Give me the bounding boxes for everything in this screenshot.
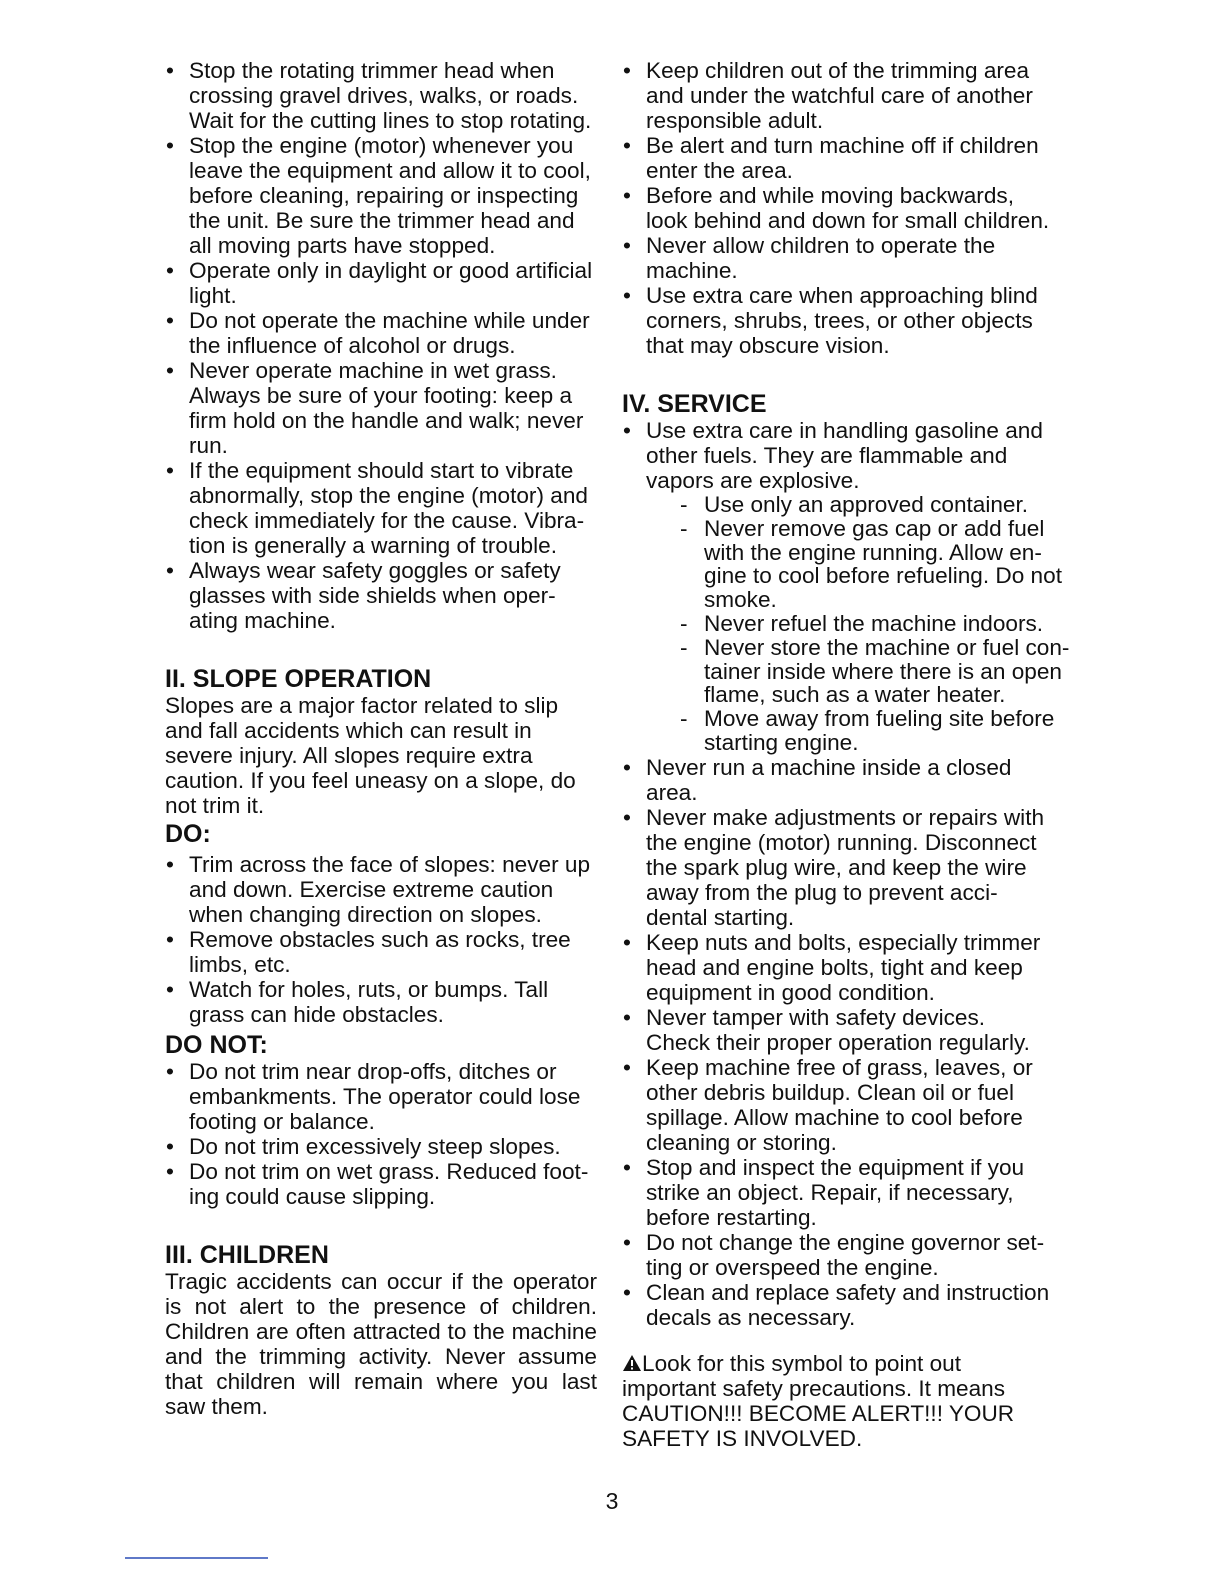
- text-line: decals as necessary.: [646, 1304, 856, 1330]
- list-item: [165, 977, 597, 1027]
- text-line: cleaning or storing.: [646, 1129, 837, 1155]
- left-column: [165, 58, 597, 1419]
- text-line: away from the plug to prevent acci-: [646, 879, 998, 905]
- list-item: [680, 634, 1070, 708]
- text-line: limbs, etc.: [189, 952, 291, 977]
- do-heading: DO:: [165, 820, 211, 848]
- text-line: CAUTION!!! BECOME ALERT!!! YOUR: [622, 1400, 1015, 1426]
- text-line: equipment in good condition.: [646, 979, 935, 1005]
- text-line: Before and while moving backwards,: [646, 183, 1014, 208]
- text-line: the spark plug wire, and keep the wire: [646, 854, 1027, 880]
- list-item: [622, 1280, 1054, 1330]
- list-item: [165, 1134, 597, 1159]
- list-item: [680, 515, 1062, 613]
- text-line: strike an object. Repair, if necessary,: [646, 1179, 1014, 1205]
- text-line: Do not trim excessively steep slopes.: [189, 1134, 561, 1159]
- text-line: Do not change the engine governor set-: [646, 1229, 1045, 1255]
- text-line: Stop the rotating trimmer head when: [189, 58, 555, 83]
- text-line: other debris buildup. Clean oil or fuel: [646, 1079, 1014, 1105]
- children-list: [622, 58, 1054, 358]
- text-line: severe injury. All slopes require extra: [165, 743, 533, 768]
- text-line: caution. If you feel uneasy on a slope, do: [165, 768, 576, 793]
- list-item: [622, 133, 1054, 183]
- safety-note-text: [622, 1351, 1014, 1451]
- list-item: [622, 1155, 1054, 1230]
- list-item: [622, 1230, 1054, 1280]
- text-line: Do not trim on wet grass. Reduced foot-: [189, 1159, 589, 1184]
- service-heading: IV. SERVICE: [622, 390, 767, 418]
- text-line: Never refuel the machine indoors.: [704, 610, 1044, 636]
- text-line: other fuels. They are flammable and: [646, 443, 1008, 468]
- list-item: [622, 233, 1054, 283]
- list-item: [680, 612, 1054, 636]
- text-line: check immediately for the cause. Vibra-: [189, 508, 585, 533]
- text-line: dental starting.: [646, 904, 795, 930]
- list-item: [165, 927, 597, 977]
- text-line: If the equipment should start to vibrate: [189, 458, 574, 483]
- text-line: Do not operate the machine while under: [189, 308, 590, 333]
- fuel-item-text: [646, 418, 1054, 493]
- text-line: Never tamper with safety devices.: [646, 1004, 986, 1030]
- text-line: Always be sure of your footing: keep a: [189, 383, 573, 408]
- list-item: [165, 1059, 597, 1134]
- list-item: [165, 852, 597, 927]
- slope-operation-heading: II. SLOPE OPERATION: [165, 665, 432, 693]
- list-item: [622, 755, 1054, 805]
- text-line: and under the watchful care of another: [646, 83, 1033, 108]
- list-item: [622, 1055, 1054, 1155]
- text-line: gine to cool before refueling. Do not: [704, 563, 1062, 589]
- right-column: [622, 58, 1070, 1451]
- text-line: Use extra care in handling gasoline and: [646, 418, 1043, 443]
- list-item: [165, 1159, 597, 1209]
- text-line: Keep children out of the trimming area: [646, 58, 1030, 83]
- slope-do-not-list: [165, 1059, 597, 1209]
- text-line: SAFETY IS INVOLVED.: [622, 1425, 863, 1451]
- slope-do-list: [165, 852, 597, 1027]
- children-intro-paragraph: Tragic accidents can occur if the operator is not alert to the presence of children. Children are often attracted to the machine and the trimming activity. Never assume that children will remain where you last saw them.: [165, 1269, 597, 1419]
- text-line: with the engine running. Allow en-: [704, 539, 1042, 565]
- text-line: Be alert and turn machine off if children: [646, 133, 1039, 158]
- text-line: all moving parts have stopped.: [189, 233, 496, 258]
- warning-triangle-icon: [622, 1354, 642, 1372]
- list-item: [622, 930, 1054, 1005]
- text-line: smoke.: [704, 587, 777, 613]
- text-line: Move away from fueling site before: [704, 706, 1055, 732]
- text-line: machine.: [646, 258, 738, 283]
- list-item: [622, 805, 1054, 930]
- fuel-handling-list: [622, 418, 1070, 755]
- list-item: [622, 58, 1054, 133]
- text-line: Slopes are a major factor related to slip: [165, 693, 559, 718]
- text-line: when changing direction on slopes.: [189, 902, 542, 927]
- text-line: Stop the engine (motor) whenever you: [189, 133, 574, 158]
- text-line: spillage. Allow machine to cool before: [646, 1104, 1023, 1130]
- text-line: the engine (motor) running. Disconnect: [646, 829, 1037, 855]
- list-item: [622, 183, 1054, 233]
- general-safety-list: [165, 58, 597, 633]
- list-item: [680, 707, 1054, 755]
- text-line: footing or balance.: [189, 1109, 375, 1134]
- text-line: Stop and inspect the equipment if you: [646, 1154, 1025, 1180]
- text-line: before cleaning, repairing or inspecting: [189, 183, 579, 208]
- text-line: and down. Exercise extreme caution: [189, 877, 554, 902]
- text-line: starting engine.: [704, 729, 859, 755]
- text-line: Clean and replace safety and instruction: [646, 1279, 1050, 1305]
- footer-rule: [125, 1557, 268, 1559]
- text-line: and fall accidents which can result in: [165, 718, 532, 743]
- text-line: Always wear safety goggles or safety: [189, 558, 561, 583]
- text-line: Never run a machine inside a closed: [646, 754, 1012, 780]
- text-line: corners, shrubs, trees, or other objects: [646, 308, 1033, 333]
- text-line: ing could cause slipping.: [189, 1184, 436, 1209]
- text-line: tainer inside where there is an open: [704, 658, 1062, 684]
- text-line: responsible adult.: [646, 108, 824, 133]
- text-line: tion is generally a warning of trouble.: [189, 533, 557, 558]
- safety-note: [622, 1351, 1054, 1451]
- text-line: Look for this symbol to point out: [642, 1350, 961, 1376]
- list-item: [622, 418, 1070, 755]
- text-line: Do not trim near drop-offs, ditches or: [189, 1059, 557, 1084]
- text-line: Trim across the face of slopes: never up: [189, 852, 591, 877]
- text-line: embankments. The operator could lose: [189, 1084, 581, 1109]
- text-line: Never allow children to operate the: [646, 233, 996, 258]
- text-line: Keep nuts and bolts, especially trimmer: [646, 929, 1041, 955]
- text-line: not trim it.: [165, 793, 265, 818]
- slope-intro-paragraph: [165, 693, 597, 818]
- text-line: vapors are explosive.: [646, 468, 860, 493]
- text-line: enter the area.: [646, 158, 793, 183]
- service-list: [622, 755, 1054, 1330]
- list-item: [622, 1005, 1054, 1055]
- text-line: flame, such as a water heater.: [704, 682, 1006, 708]
- children-heading: III. CHILDREN: [165, 1241, 329, 1269]
- text-line: the unit. Be sure the trimmer head and: [189, 208, 575, 233]
- list-item: [165, 133, 597, 258]
- text-line: Never operate machine in wet grass.: [189, 358, 557, 383]
- list-item: [165, 58, 597, 133]
- text-line: glasses with side shields when oper-: [189, 583, 556, 608]
- text-line: Never make adjustments or repairs with: [646, 804, 1045, 830]
- text-line: Never store the machine or fuel con-: [704, 634, 1070, 660]
- fuel-sublist: [646, 492, 1070, 755]
- text-line: that may obscure vision.: [646, 333, 890, 358]
- text-line: firm hold on the handle and walk; never: [189, 408, 584, 433]
- text-line: look behind and down for small children.: [646, 208, 1050, 233]
- text-line: before restarting.: [646, 1204, 817, 1230]
- text-line: abnormally, stop the engine (motor) and: [189, 483, 588, 508]
- text-line: run.: [189, 433, 228, 458]
- text-line: Check their proper operation regularly.: [646, 1029, 1030, 1055]
- do-not-heading: DO NOT:: [165, 1031, 268, 1059]
- list-item: [165, 308, 597, 358]
- list-item: [622, 283, 1054, 358]
- text-line: head and engine bolts, tight and keep: [646, 954, 1023, 980]
- list-item: [680, 493, 1054, 517]
- text-line: ting or overspeed the engine.: [646, 1254, 939, 1280]
- text-line: Operate only in daylight or good artificial: [189, 258, 593, 283]
- text-line: light.: [189, 283, 237, 308]
- text-line: leave the equipment and allow it to cool,: [189, 158, 591, 183]
- text-line: important safety precautions. It means: [622, 1375, 1006, 1401]
- list-item: [165, 258, 597, 308]
- list-item: [165, 558, 597, 633]
- text-line: Watch for holes, ruts, or bumps. Tall: [189, 977, 549, 1002]
- text-line: Never remove gas cap or add fuel: [704, 515, 1045, 541]
- text-line: Use only an approved container.: [704, 492, 1029, 517]
- text-line: Wait for the cutting lines to stop rotating.: [189, 108, 592, 133]
- text-line: Use extra care when approaching blind: [646, 283, 1038, 308]
- page-number: 3: [605, 1488, 619, 1514]
- text-line: area.: [646, 779, 698, 805]
- text-line: grass can hide obstacles.: [189, 1002, 444, 1027]
- text-line: Keep machine free of grass, leaves, or: [646, 1054, 1033, 1080]
- text-line: ating machine.: [189, 608, 336, 633]
- list-item: [165, 358, 597, 458]
- text-line: Remove obstacles such as rocks, tree: [189, 927, 571, 952]
- text-line: the influence of alcohol or drugs.: [189, 333, 516, 358]
- list-item: [165, 458, 597, 558]
- text-line: crossing gravel drives, walks, or roads.: [189, 83, 579, 108]
